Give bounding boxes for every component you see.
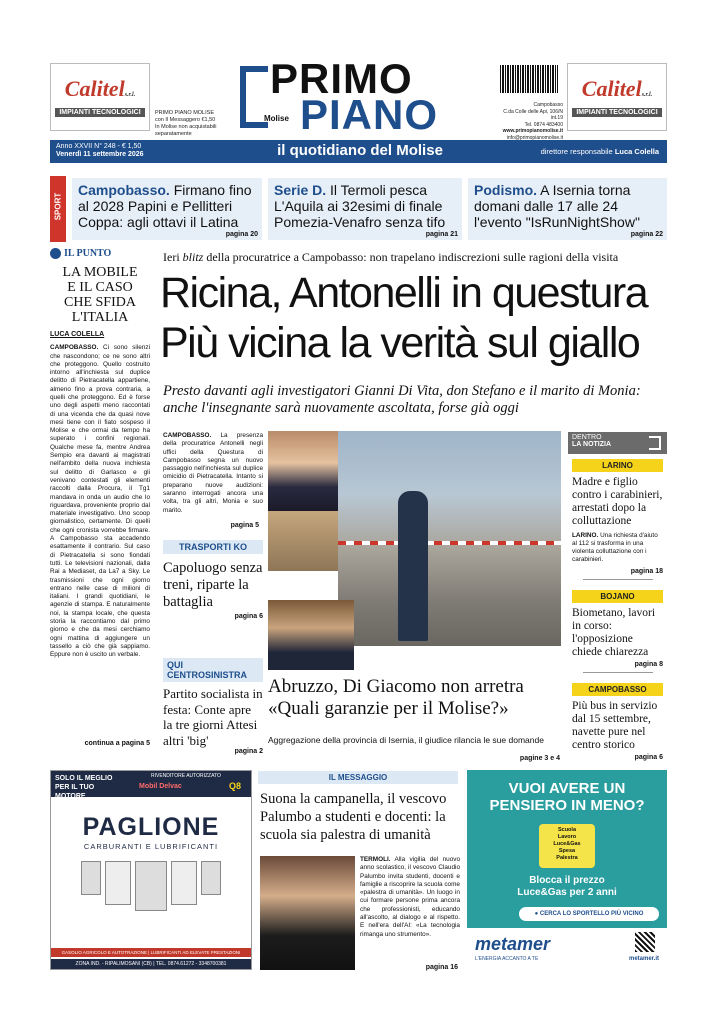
il-punto-continue[interactable]: continua a pagina 5 [84, 740, 150, 748]
messaggio-title[interactable]: Suona la campanella, il vescovo Palumbo a studenti e docenti: la scuola sia palestra di umanità [260, 791, 447, 843]
sport-item[interactable] [268, 178, 462, 240]
main-headline-2[interactable]: Più vicina la verità sul giallo [160, 319, 640, 367]
main-headline-1[interactable]: Ricina, Antonelli in questura [160, 269, 648, 317]
il-punto-icon [50, 248, 61, 259]
kicker-pre: Ieri [163, 250, 180, 264]
dentro-place: LARINO [572, 459, 663, 472]
dentro-title: Madre e figlio contro i carabinieri, arrestati dopo la colluttazione [572, 476, 663, 527]
sport-strip [50, 176, 667, 242]
dentro-body [572, 532, 663, 564]
metamer-card-line: Lavoro [557, 834, 577, 840]
metamer-tagline: L'ENERGIA ACCANTO A TE [475, 956, 539, 962]
ad-calitel-left[interactable] [50, 63, 150, 131]
kicker-post: della procuratrice a Campobasso: non trapelano indiscrezioni sulle ragioni della visita [206, 250, 619, 264]
main-body [163, 432, 263, 515]
centrosinistra-box[interactable] [163, 658, 263, 755]
metamer-offer-2: Luce&Gas per 2 anni [517, 887, 617, 898]
photo-vescovo [260, 856, 355, 970]
main-page[interactable]: pagina 5 [230, 522, 259, 529]
paglione-footer: ZONA IND. - RIPALIMOSANI (CB) | TEL. 0874.61272 - 3348700381 [51, 959, 251, 969]
calitel-brand: Calitel [64, 76, 125, 101]
promo-line: con Il Messaggero €1,50 [155, 117, 216, 123]
centrosinistra-page: pagina 2 [234, 748, 263, 755]
dentro-page: pagina 8 [634, 661, 663, 668]
contact-line: C.da Colle delle Api, 106/N int.19 [503, 108, 563, 121]
messaggio-text: Alla vigilia del nuovo anno scolastico, il vescovo Claudio Palumbo invita studenti, docenti e famiglie a riscoprire la scuola come «palestra di umanità». Un luogo in cui formare persone prima ancora che professionisti, educando all'ascolto, al dialogo e al rispetto. E nell'era dell'AI: «La tecnologia rimanga uno strumento». [360, 856, 460, 938]
masthead-bar [50, 140, 667, 163]
dentro-label-2: LA NOTIZIA [572, 441, 612, 448]
ad-calitel-right[interactable] [567, 63, 667, 131]
il-punto-column [50, 248, 150, 764]
masthead-logo[interactable] [240, 55, 480, 138]
sport-page: pagina 21 [425, 231, 458, 238]
director [541, 147, 659, 156]
director-label: direttore responsabile [540, 147, 613, 156]
metamer-card [539, 824, 595, 868]
director-name: Luca Colella [614, 147, 659, 156]
paglione-dealer: RIVENDITORE AUTORIZZATO [151, 773, 221, 779]
promo-line: separatamente [155, 131, 192, 137]
sport-city: Serie D. [274, 182, 327, 198]
abruzzo-headline[interactable] [268, 676, 568, 720]
contact-box [498, 102, 563, 141]
trasporti-title: Capoluogo senza treni, riparte la battaglia [163, 560, 263, 610]
sport-label-text: SPORT [53, 192, 63, 221]
calitel-tagline: IMPIANTI TECNOLOGICI [572, 108, 662, 117]
metamer-url: metamer.it [628, 956, 659, 962]
sport-page: pagina 20 [225, 231, 258, 238]
metamer-cta[interactable] [519, 907, 659, 921]
main-text: La presenza della procuratrice Antonelli negli uffici della Questura di Campobasso segna un nuovo passaggio nell'inchiesta sul duplice omicidio di Pietracatella. Intanto si preparano nuove audizioni: saranno interrogati ancora una volta, tra gli altri, Monia e suo marito. [163, 432, 263, 514]
promo-line: PRIMO PIANO MOLISE [155, 110, 214, 116]
messaggio-lead: TERMOLI. [360, 856, 391, 863]
paglione-name: PAGLIONE [82, 813, 220, 841]
dentro-label-1: DENTRO [572, 434, 602, 441]
photo-crime-scene [338, 431, 561, 646]
qr-code-icon [635, 932, 655, 952]
issue-number: Anno XXVII N° 248 - € 1,50 [56, 143, 142, 150]
metamer-headline: VUOI AVERE UN PENSIERO IN MENO? [489, 780, 645, 814]
main-kicker [163, 250, 668, 265]
sport-city: Podismo. [474, 182, 538, 198]
messaggio-label: IL MESSAGGIO [258, 771, 458, 784]
photo-procuratrice [268, 431, 338, 511]
trasporti-label: TRASPORTI KO [163, 540, 263, 554]
issue-info [56, 143, 144, 159]
kicker-em: blitz [182, 250, 204, 264]
logo-region: Molise [264, 114, 289, 123]
issue-date: Venerdì 11 settembre 2026 [56, 151, 144, 158]
dentro-separator [583, 672, 653, 673]
promo-box [155, 110, 240, 138]
newspaper-tagline: il quotidiano del Molise [277, 142, 443, 159]
metamer-card-line: Spesa [558, 848, 576, 854]
dentro-icon [649, 436, 661, 450]
dentro-lead: LARINO. [572, 532, 599, 539]
sport-text: A Isernia torna domani dalle 17 alle 24 l'evento "IsRunNightShow" [474, 182, 640, 230]
sport-text: Firmano fino al 2028 Papini e Pellitteri Coppa: agli ottavi il Latina [78, 182, 252, 230]
sport-label [50, 176, 66, 242]
location-pin-icon: ● [534, 911, 539, 917]
main-lead: CAMPOBASSO. [163, 432, 212, 439]
abruzzo-page: pagine 3 e 4 [519, 755, 560, 762]
dentro-item[interactable] [572, 459, 663, 584]
paglione-slogan: SOLO IL MEGLIO PER IL TUO MOTORE [55, 775, 113, 800]
metamer-card-line: Scuola [557, 827, 577, 833]
promo-line: In Molise non acquistabili [155, 124, 217, 130]
dentro-header [568, 432, 667, 454]
paglione-brand-1: Mobil Delvac [139, 783, 182, 790]
contact-line: info@primopianomolise.it [506, 134, 563, 141]
metamer-brand: metamer [475, 934, 551, 954]
messaggio-body [360, 856, 460, 939]
paglione-sub: CARBURANTI E LUBRIFICANTI [83, 842, 219, 851]
logo-bottom-text: PIANO [300, 91, 439, 138]
photo-questura [268, 511, 338, 571]
figure-officer [398, 491, 428, 641]
metamer-card-line: Luce&Gas [553, 841, 581, 847]
paglione-top [51, 771, 251, 800]
abruzzo-sub: Aggregazione della provincia di Isernia, il giudice rilancia le sue domande [268, 735, 544, 745]
dentro-place: BOJANO [572, 590, 663, 603]
metamer-card-line: Palestra [556, 855, 578, 861]
contact-line: Campobasso [533, 102, 563, 108]
dentro-title: Biometano, lavori in corso: l'opposizione chiede chiarezza [572, 607, 656, 658]
il-punto-text: Ci sono silenzi che nascondono; ce ne sono altri che proteggono. Quello costruito intorno all'inchiesta sul duplice delitto di Pietracatella appartiene, almeno fino a prova contraria, a quelli che proteggono. Ed è forse uno degli aspetti meno raccontati di una vicenda che da quasi nove mesi tiene con il fiato sospeso il Molise e che ormai da tempo ha superato i confini regionali. Qualche mese fa, mentre Andrea Sempio era davanti ai magistrati nell'ambito della nuova inchiesta sul delitto di Garlasco e gli venivano contestati gli elementi raccolti dalla Procura, il Tg1 mandava in onda un audio che lo riguardava, proveniente proprio dal materiale investigativo. Uno scoop giornalistico, certamente. Di quelli che ogni cronista vorrebbe firmare. A Campobasso sta accadendo esattamente il contrario. Sul caso di Pietracatella si sono fiondati tutti. Le televisioni nazionali, dalla Rai a Mediaset, da La7 a Sky. Le trasmissioni che ogni giorno entrano nelle case di milioni di italiani. I grandi quotidiani, le agenzie di stampa. E naturalmente noi, la stampa locale, che questa storia la raccontiamo dal primo giorno e che da mesi cerchiamo ogni mattina di aggiungere un tassello a ciò che già sappiamo. Eppure non è uscito un verbale. [50, 344, 150, 659]
police-tape [338, 541, 561, 545]
sport-city: Campobasso. [78, 182, 170, 198]
il-punto-body [50, 344, 150, 736]
sport-text: Il Termoli pesca L'Aquila ai 32esimi di finale Pomezia-Venafro senza tifo [274, 182, 446, 230]
dentro-item[interactable] [572, 683, 663, 761]
main-subhead: Presto davanti agli investigatori Gianni Di Vita, don Stefano e il marito di Monia: anche l'insegnante sarà nuovamente ascoltata, forse già oggi [163, 383, 641, 416]
paglione-brand-2: Q8 [229, 781, 242, 791]
trasporti-page: pagina 6 [234, 613, 263, 620]
metamer-offer-1: Blocca il prezzo [529, 875, 605, 886]
dentro-page: pagina 18 [630, 568, 663, 575]
messaggio-page: pagina 16 [425, 964, 458, 971]
metamer-offer [467, 875, 667, 899]
logo-top-text: PRIMO [270, 55, 413, 102]
il-punto-author: LUCA COLELLA [50, 331, 105, 339]
sport-item[interactable] [468, 178, 667, 240]
calitel-suffix: s.r.l. [641, 92, 653, 98]
abruzzo-headline-2: «Quali garanzie per il Molise?» [268, 698, 509, 719]
oil-cans [51, 861, 251, 911]
dentro-text: Una richiesta d'aiuto al 112 si trasforma in una violenta colluttazione con i carabinieri. [572, 532, 658, 563]
calitel-suffix: s.r.l. [124, 92, 136, 98]
ad-metamer[interactable] [467, 770, 667, 970]
photo-giudice [268, 600, 354, 670]
il-punto-title: LA MOBILE E IL CASO CHE SFIDA L'ITALIA [62, 265, 138, 326]
calitel-tagline: IMPIANTI TECNOLOGICI [55, 108, 145, 117]
ad-paglione[interactable] [50, 770, 252, 970]
contact-line: www.primopianomolise.it [502, 128, 563, 134]
trasporti-box[interactable] [163, 540, 263, 620]
centrosinistra-label: QUI CENTROSINISTRA [163, 658, 263, 682]
metamer-cta-text: CERCA LO SPORTELLO PIÙ VICINO [539, 911, 644, 917]
contact-line: Tel. 0874 483400 [524, 121, 563, 128]
il-punto-label-text: IL PUNTO [64, 248, 112, 259]
sport-page: pagina 22 [630, 231, 663, 238]
calitel-brand: Calitel [581, 76, 642, 101]
paglione-strip: GASOLIO AGRICOLO E AUTOTRAZIONE | LUBRIFICANTI AD ELEVATE PRESTAZIONI [51, 948, 251, 957]
dentro-place: CAMPOBASSO [572, 683, 663, 696]
il-punto-lead: CAMPOBASSO. [50, 344, 99, 352]
dentro-page: pagina 6 [634, 754, 663, 761]
barcode [500, 65, 558, 93]
dentro-item[interactable] [572, 590, 663, 677]
centrosinistra-title: Partito socialista in festa: Conte apre la tre giorni Attesi altri 'big' [163, 686, 263, 748]
abruzzo-headline-1: Abruzzo, Di Giacomo non arretra [268, 676, 524, 697]
dentro-separator [583, 579, 653, 580]
sport-item[interactable] [72, 178, 262, 240]
dentro-title: Più bus in servizio dal 15 settembre, navette pure nel centro storico [572, 700, 658, 751]
metamer-bottom [467, 928, 667, 970]
il-punto-label [50, 248, 150, 259]
